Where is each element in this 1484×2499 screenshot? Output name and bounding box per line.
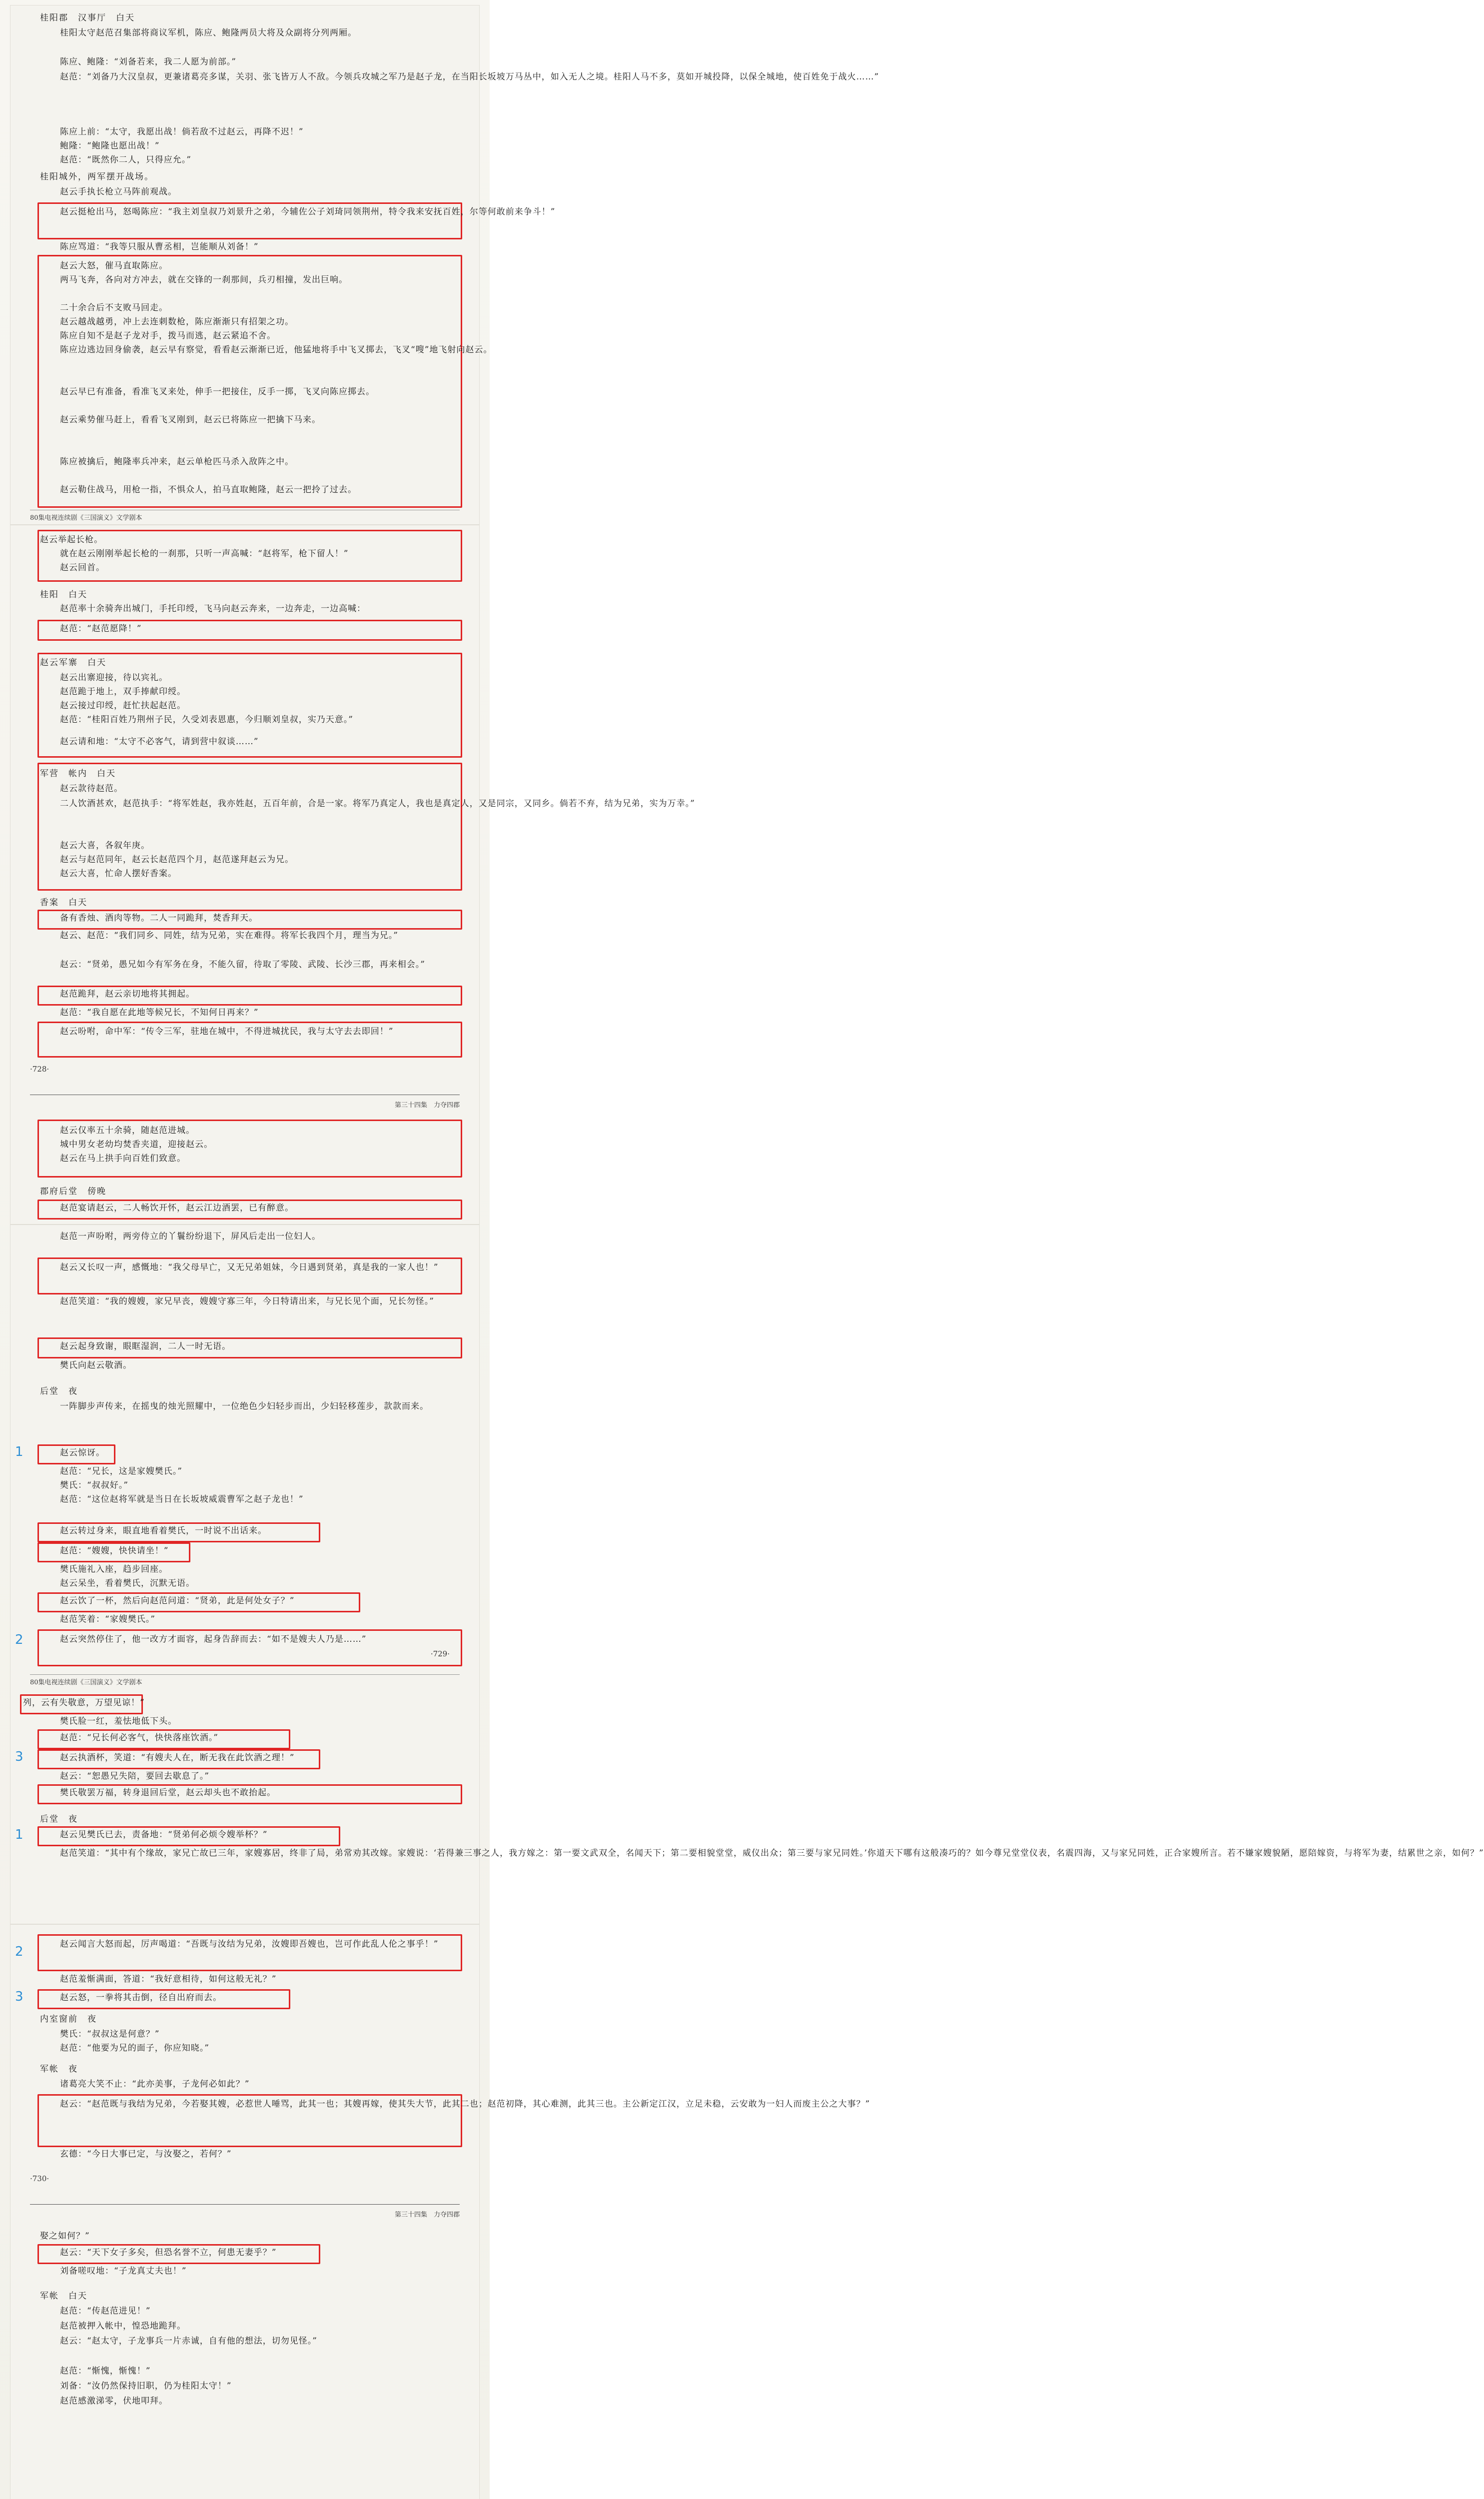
annotation-number: 2 (15, 1944, 23, 1959)
paragraph: 赵云吩咐，命中军：“传令三军，驻地在城中，不得进城扰民，我与太守去去即回！” (60, 1027, 394, 1037)
paragraph: 赵范跪于地上，双手捧献印绶。 (60, 687, 186, 697)
paragraph: 赵云大喜，忙命人摆好香案。 (60, 869, 177, 879)
running-head-left: 80集电视连续剧《三国演义》文学剧本 (30, 514, 142, 522)
paragraph: 赵范：“我自愿在此地等候兄长，不知何日再来？” (60, 1008, 259, 1018)
paragraph: 赵云早已有准备，看准飞叉来处，伸手一把接住，反手一掷，飞叉向陈应掷去。 (60, 387, 375, 397)
paragraph: 赵云：“恕愚兄失陪，要回去歇息了。” (60, 1771, 209, 1781)
scene-heading: 后堂 夜 (40, 1814, 78, 1824)
paragraph: 赵云大喜，各叙年庚。 (60, 841, 150, 851)
highlight-box (37, 255, 493, 508)
paragraph: 赵云见樊氏已去，责备地：“贤弟何必烦令嫂举杯？” (60, 1830, 268, 1840)
page-number: ·728· (30, 1065, 49, 1074)
paragraph: 赵云又长叹一声，感慨地：“我父母早亡，又无兄弟姐妹，今日遇到贤弟，真是我的一家人也！” (60, 1262, 439, 1272)
paragraph: 娶之如何？” (40, 2231, 90, 2241)
running-head-left: 80集电视连续剧《三国演义》文学剧本 (30, 1679, 142, 1686)
paragraph: 陈应被擒后，鲍隆率兵冲来，赵云单枪匹马杀入敌阵之中。 (60, 457, 294, 467)
page-number: ·729· (430, 1649, 450, 1658)
annotation-number: 2 (15, 1632, 23, 1647)
paragraph: 桂阳太守赵范召集部将商议军机，陈应、鲍隆两员大将及众副将分列两厢。 (60, 28, 357, 38)
annotation-number: 1 (15, 1444, 23, 1459)
paragraph: 赵范：“桂阳百姓乃荆州子民，久受刘表恩惠，今归顺刘皇叔，实乃天意。” (60, 715, 353, 725)
scene-heading: 军帐 白天 (40, 2291, 87, 2301)
paragraph: 城中男女老幼均焚香夹道，迎接赵云。 (60, 1140, 213, 1150)
paragraph: 列，云有失敬意，万望见谅！” (23, 1698, 145, 1708)
running-head (30, 1674, 460, 1686)
scene-heading: 军营 帐内 白天 (40, 769, 116, 779)
scene-heading: 赵云军寨 白天 (40, 658, 106, 668)
paragraph: 樊氏：“叔叔好。” (60, 1480, 128, 1490)
scan-page-1 (10, 5, 879, 525)
paragraph: 赵云举起长枪。 (40, 535, 103, 545)
paragraph: 赵范：“既然你二人，只得应允。” (60, 155, 191, 165)
running-head (30, 2207, 460, 2219)
paragraph: 赵云惊讶。 (60, 1448, 105, 1458)
paragraph: 赵云：“赵范既与我结为兄弟，今若娶其嫂，必惹世人唾骂，此其一也；其嫂再嫁，使其失大节，此其二也；赵范初降，其心难测，此其三也。主公新定江汉，立足未稳，云安敢为一妇人而废主公之大事？” (60, 2099, 870, 2109)
paragraph: 赵范被押入帐中，惶恐地跪拜。 (60, 2321, 186, 2331)
paragraph: 赵范跪拜，赵云亲切地将其拥起。 (60, 989, 195, 999)
scene-heading: 郡府后堂 傍晚 (40, 1187, 106, 1197)
scan-page-2 (10, 525, 695, 1225)
scene-heading: 军帐 夜 (40, 2064, 78, 2074)
paragraph: 就在赵云刚刚举起长枪的一刹那，只听一声高喊：“赵将军，枪下留人！” (60, 549, 349, 559)
annotation-number: 3 (15, 1989, 23, 2004)
paragraph: 赵范：“刘备乃大汉皇叔，更兼诸葛亮多谋，关羽、张飞皆万人不敌。今领兵攻城之军乃是赵子龙，在当阳长坂坡万马丛中，如入无人之境。桂阳人马不多，莫如开城投降，以保全城地，使百姓免于战火……” (60, 72, 879, 82)
paragraph: 赵云与赵范同年，赵云长赵范四个月，赵范遂拜赵云为兄。 (60, 855, 294, 865)
paragraph: 赵云仅率五十余骑，随赵范进城。 (60, 1126, 195, 1136)
scene-heading: 桂阳 白天 (40, 590, 87, 600)
paragraph: 赵云回首。 (60, 563, 105, 573)
annotation-number: 1 (15, 1827, 23, 1842)
paragraph: 陈应上前：“太守，我愿出战！倘若敌不过赵云，再降不迟！” (60, 127, 304, 137)
page-number: ·730· (30, 2174, 49, 2183)
paragraph: 赵云请和地：“太守不必客气，请到营中叙谈……” (60, 737, 259, 747)
scan-page-4 (10, 1924, 870, 2499)
paragraph: 一阵脚步声传来，在摇曳的烛光照耀中，一位绝色少妇轻步而出，少妇轻移莲步，款款而来。 (60, 1401, 429, 1411)
paragraph: 赵范：“嫂嫂，快快请坐！” (60, 1546, 169, 1556)
scene-heading: 后堂 夜 (40, 1386, 78, 1396)
paragraph: 玄德：“今日大事已定，与汝娶之，若何？” (60, 2149, 232, 2159)
paragraph: 二人饮酒甚欢，赵范执手：“将军姓赵，我亦姓赵，五百年前，合是一家。将军乃真定人，我也是真定人，又是同宗，又同乡。倘若不弃，结为兄弟，实为万幸。” (60, 799, 695, 809)
paragraph: 二十余合后不支败马回走。 (60, 303, 168, 313)
paragraph: 赵云：“天下女子多矣，但恐名誉不立，何患无妻乎？” (60, 2248, 277, 2258)
paragraph: 赵云执酒杯，笑道：“有嫂夫人在，断无我在此饮酒之理！” (60, 1753, 295, 1763)
paragraph: 赵云怒，一拳将其击倒，径自出府而去。 (60, 1993, 222, 2003)
paragraph: 赵云饮了一杯，然后向赵范问道：“贤弟，此是何处女子？” (60, 1596, 295, 1606)
paragraph: 赵范：“这位赵将军就是当日在长坂坡威震曹军之赵子龙也！” (60, 1494, 304, 1504)
paragraph: 赵云大怒，催马直取陈应。 (60, 261, 168, 271)
paragraph: 赵范笑道：“我的嫂嫂，家兄早丧，嫂嫂守寡三年，今日特请出来，与兄长见个面，兄长勿怪。” (60, 1296, 434, 1306)
paragraph: 樊氏脸一红，羞怯地低下头。 (60, 1716, 177, 1726)
paragraph: 赵云：“赵太守，子龙事兵一片赤诚，自有他的想法，切勿见怪。” (60, 2336, 317, 2346)
paragraph: 赵云出寨迎接，待以宾礼。 (60, 673, 168, 683)
paragraph: 赵范：“惭愧，惭愧！” (60, 2366, 151, 2376)
paragraph: 赵范：“传赵范进见！” (60, 2306, 151, 2316)
paragraph: 赵云乘势催马赶上，看看飞叉刚到，赵云已将陈应一把擒下马来。 (60, 415, 321, 425)
running-head-right: 第三十四集 力夺四郡 (394, 2211, 460, 2219)
paragraph: 赵范羞惭满面，答道：“我好意相待，如何这般无礼？” (60, 1974, 277, 1984)
paragraph: 樊氏施礼入座，趋步回座。 (60, 1564, 168, 1574)
paragraph: 诸葛亮大笑不止：“此亦美事，子龙何必如此？” (60, 2079, 250, 2089)
paragraph: 赵云接过印绶，赶忙扶起赵范。 (60, 701, 186, 711)
paragraph: 赵范：“赵范愿降！” (60, 624, 142, 634)
paragraph: 陈应自知不是赵子龙对手，拨马而逃，赵云紧追不舍。 (60, 331, 276, 341)
running-head-right: 第三十四集 力夺四郡 (394, 1102, 460, 1109)
running-head (30, 1098, 460, 1109)
scene-heading: 内室窗前 夜 (40, 2014, 97, 2024)
paragraph: 备有香烛、酒肉等物。二人一同跪拜，焚香拜天。 (60, 913, 258, 923)
paragraph: 赵范率十余骑奔出城门，手托印绶，飞马向赵云奔来，一边奔走，一边高喊： (60, 604, 366, 614)
paragraph: 赵云勒住战马，用枪一指，不惧众人，拍马直取鲍隆，赵云一把拎了过去。 (60, 485, 357, 495)
paragraph: 刘备：“汝仍然保持旧职，仍为桂阳太守！” (60, 2381, 232, 2391)
paragraph: 鲍隆：“鲍隆也愿出战！” (60, 141, 160, 151)
scene-heading: 香案 白天 (40, 898, 87, 908)
paragraph: 赵范笑着：“家嫂樊氏。” (60, 1614, 155, 1624)
paragraph: 赵云在马上拱手向百姓们致意。 (60, 1154, 186, 1164)
paragraph: 赵云款待赵范。 (60, 784, 123, 794)
paragraph: 赵云转过身来，眼直地看着樊氏，一时说不出话来。 (60, 1526, 267, 1536)
paragraph: 赵范：“兄长何必客气，快快落座饮酒。” (60, 1733, 218, 1743)
paragraph: 樊氏敬罢万福，转身退回后堂，赵云却头也不敢抬起。 (60, 1788, 276, 1798)
paragraph: 赵云呆坐，看着樊氏，沉默无语。 (60, 1578, 195, 1588)
paragraph: 赵范：“兄长，这是家嫂樊氏。” (60, 1466, 182, 1476)
running-head (30, 510, 460, 522)
paragraph: 刘备嗟叹地：“子龙真丈夫也！” (60, 2266, 187, 2276)
scan-page-3 (10, 1225, 1484, 1924)
paragraph: 两马飞奔，各向对方冲去，就在交锋的一刹那间，兵刃相撞，发出巨响。 (60, 275, 348, 285)
paragraph: 陈应边逃边回身偷袭，赵云早有察觉，看看赵云渐渐已近，他猛地将手中飞叉掷去，飞叉“嗖”地飞射向赵云。 (60, 345, 493, 355)
paragraph: 赵范：“他要为兄的面子，你应知晓。” (60, 2043, 209, 2053)
paragraph: 赵云手执长枪立马阵前观战。 (60, 187, 177, 197)
paragraph: 陈应、鲍隆：“刘备若来，我二人愿为前部。” (60, 57, 236, 67)
scene-heading: 桂阳城外，两军摆开战场。 (40, 172, 154, 182)
paragraph: 赵云、赵范：“我们同乡、同姓，结为兄弟，实在难得。将军长我四个月，理当为兄。” (60, 931, 398, 941)
paragraph: 赵范笑道：“其中有个缘故，家兄亡故已三年，家嫂寡居，终非了局，弟常劝其改嫁。家嫂说：‘若得兼三事之人，我方嫁之：第一要文武双全，名闻天下；第二要相貌堂堂，威仪出众；第三要与家兄同姓。’你道天下哪有这般凑巧的？如今尊兄堂堂仪表，名震四海，又与家兄同姓，正合家嫂所言。若不嫌家嫂貌陋，愿陪嫁资，与将军为妻，结累世之亲，如何？” (60, 1848, 1484, 1858)
scene-heading: 桂阳郡 汉事厅 白天 (40, 13, 135, 23)
paragraph: 赵云起身致谢，眼眶湿润，二人一时无语。 (60, 1341, 231, 1351)
paragraph: 赵云：“贤弟，愚兄如今有军务在身，不能久留，待取了零陵、武陵、长沙三郡，再来相会。” (60, 960, 425, 970)
paragraph: 赵云越战越勇，冲上去连刺数枪，陈应渐渐只有招架之功。 (60, 317, 294, 327)
paragraph: 樊氏向赵云敬酒。 (60, 1360, 132, 1370)
annotation-number: 3 (15, 1749, 23, 1764)
paragraph: 赵云挺枪出马，怒喝陈应：“我主刘皇叔乃刘景升之弟，今辅佐公子刘琦同领荆州，特令我来安抚百姓，尔等何敢前来争斗！” (60, 207, 556, 217)
paragraph: 赵范宴请赵云，二人畅饮开怀，赵云江边酒罢，已有醉意。 (60, 1203, 294, 1213)
paragraph: 陈应骂道：“我等只服从曹丞相，岂能顺从刘备！” (60, 242, 259, 252)
divider (30, 2204, 460, 2205)
paragraph: 赵云突然停住了，他一改方才面容，起身告辞而去：“如不是嫂夫人乃是……” (60, 1634, 367, 1644)
paragraph: 赵范一声吩咐，两旁侍立的丫鬟纷纷退下，屏风后走出一位妇人。 (60, 1232, 321, 1242)
paragraph: 樊氏：“叔叔这是何意？” (60, 2029, 160, 2039)
paragraph: 赵范感激涕零，伏地叩拜。 (60, 2396, 168, 2406)
paragraph: 赵云闻言大怒而起，厉声喝道：“吾既与汝结为兄弟，汝嫂即吾嫂也，岂可作此乱人伦之事乎！” (60, 1939, 439, 1949)
